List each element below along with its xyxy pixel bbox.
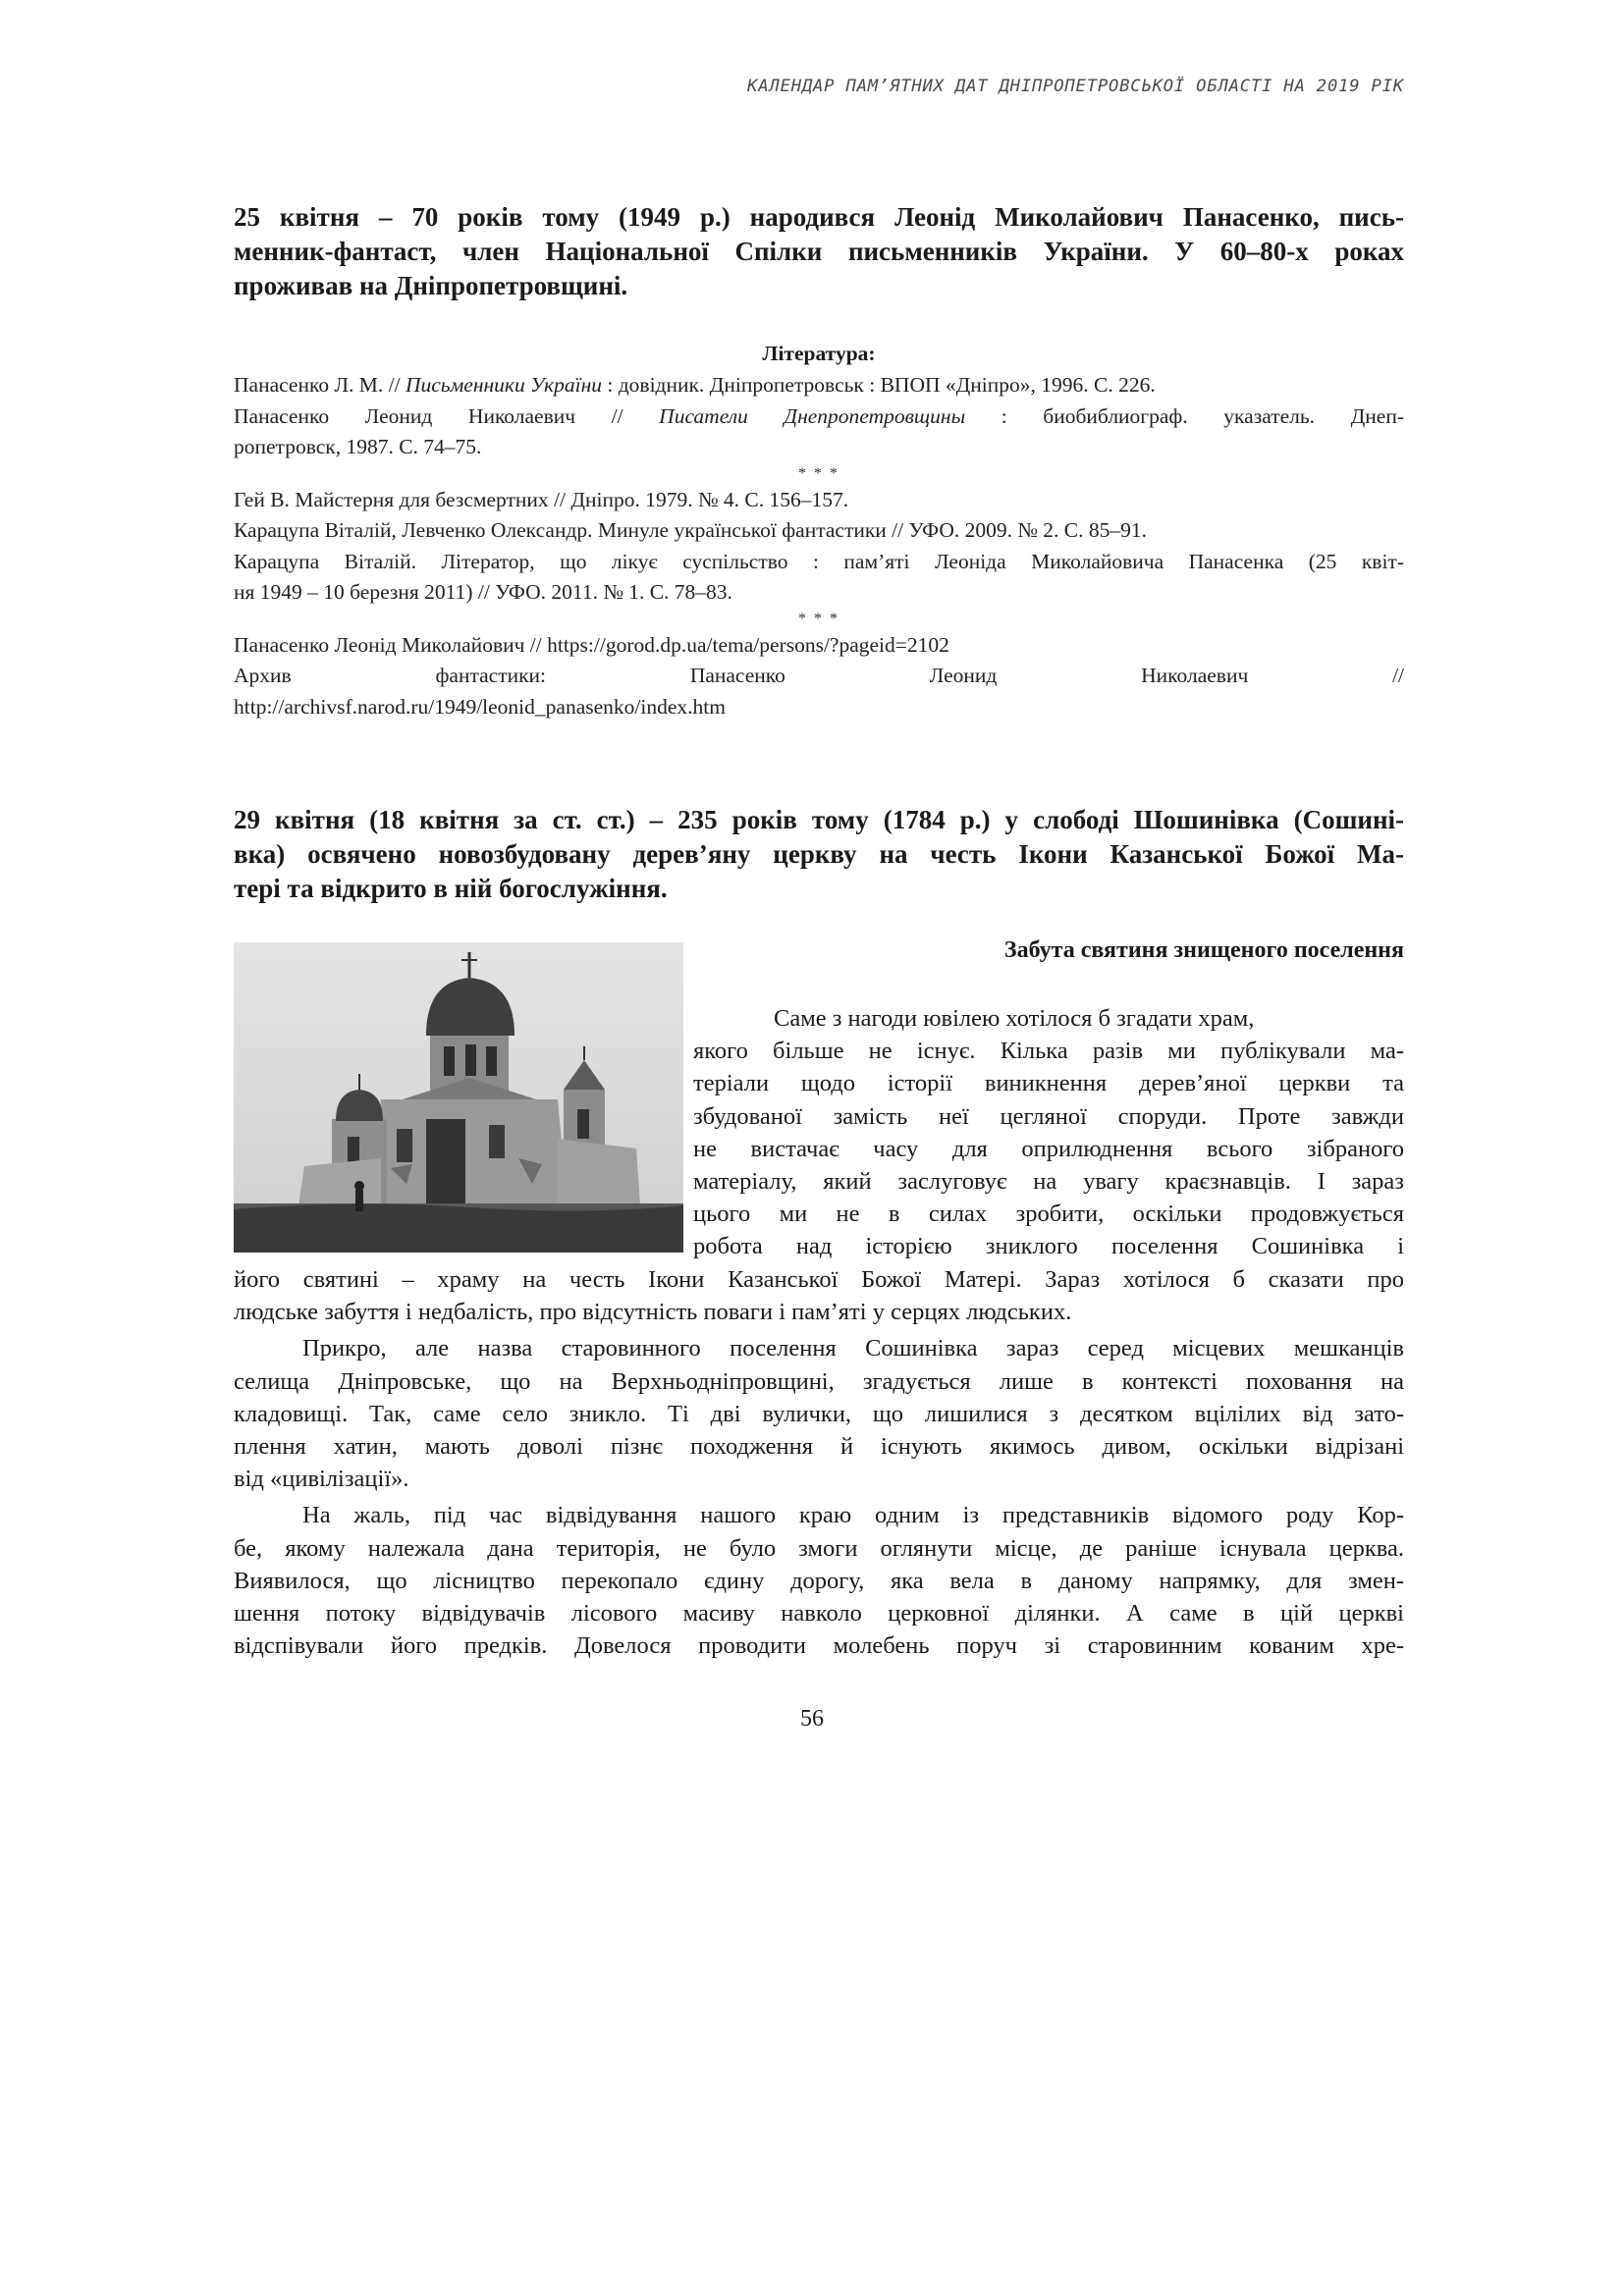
- bib-item: Панасенко Л. М. // Письменники України : довідник. Дніпропетровськ : ВПОП «Дніпро», 1996. С. 226.: [234, 373, 1156, 397]
- separator: * * *: [798, 464, 839, 482]
- bib-item: Карацупа Віталій. Літератор, що лікує суспільство : пам’яті Леоніда Миколайовича Панасенка (25 квіт-: [234, 549, 1404, 573]
- text-line: цього ми не в силах зробити, оскільки продовжується: [693, 1201, 1404, 1228]
- text-line: Виявилося, що лісництво перекопало єдину дорогу, яка вела в даному напрямку, для змен-: [234, 1567, 1404, 1594]
- bib-link: Панасенко Леонід Миколайович // https://gorod.dp.ua/tema/persons/?pageid=2102: [234, 632, 949, 657]
- page-number: 56: [800, 1706, 824, 1732]
- article-paragraph-3: [234, 1499, 1404, 1662]
- separator: * * *: [798, 610, 839, 627]
- article-title: Забута святиня знищеного поселення: [1003, 937, 1404, 963]
- heading-line: 25 квітня – 70 років тому (1949 р.) народився Леонід Миколайович Панасенко, пись-: [234, 202, 1404, 232]
- heading-line: тері та відкрито в ній богослужіння.: [234, 874, 668, 903]
- text-line: людське забуття і недбалість, про відсутність поваги і пам’яті у серцях людських.: [234, 1299, 1072, 1326]
- text-line: відспівували його предків. Довелося проводити молебень поруч зі старовинним кованим хре-: [234, 1632, 1404, 1660]
- bib-item-continuation: ропетровск, 1987. С. 74–75.: [234, 435, 482, 458]
- entry-1-heading: [234, 200, 1404, 303]
- bib-item-continuation: ня 1949 – 10 березня 2011) // УФО. 2011. № 1. С. 78–83.: [234, 580, 732, 604]
- bib-item: Архив фантастики: Панасенко Леонид Николаевич //: [234, 664, 1405, 687]
- literature-section: [234, 340, 1404, 722]
- bibliography-group-3: [234, 630, 1404, 723]
- text-line: кладовищі. Так, саме село зникло. Ті дві вулички, що лишилися з десятком вцілілих від зато-: [234, 1400, 1404, 1427]
- bib-item: Карацупа Віталій, Левченко Олександр. Минуле української фантастики // УФО. 2009. № 2. С. 85–91.: [234, 518, 1148, 542]
- text-line: бе, якому належала дана територія, не було змоги оглянути місце, де раніше існувала церква.: [234, 1534, 1404, 1562]
- text-line: шення потоку відвідувачів лісового масиву навколо церковної ділянки. А саме в цій церкві: [234, 1600, 1404, 1628]
- text-line: робота над історією зниклого поселення Сошинівка і: [693, 1233, 1404, 1260]
- bibliography-group-1: [234, 370, 1404, 463]
- text-line: На жаль, під час відвідування нашого краю одним із представників відомого роду Кор-: [302, 1502, 1404, 1529]
- text-line: матеріалу, який заслуговує на увагу краєзнавців. І зараз: [693, 1168, 1404, 1196]
- text-line: не вистачає часу для оприлюднення всього зібраного: [693, 1135, 1404, 1162]
- heading-line: проживав на Дніпропетровщині.: [234, 271, 628, 300]
- heading-line: менник-фантаст, член Національної Спілки письменників України. У 60–80-х роках: [234, 237, 1404, 266]
- article-paragraph-2: [234, 1332, 1404, 1495]
- running-header: КАЛЕНДАР ПАМ’ЯТНИХ ДАТ ДНІПРОПЕТРОВСЬКОЇ ОБЛАСТІ НА 2019 РІК: [747, 77, 1404, 96]
- entry-2-heading: [234, 803, 1404, 906]
- church-photo: [234, 942, 683, 1253]
- article-body: [234, 1263, 1404, 1662]
- text-line: збудованої замість неї цегляної споруди. Проте завжди: [693, 1102, 1404, 1130]
- article-paragraph-1-wrapped: [693, 1002, 1404, 1263]
- bib-item: Гей В. Майстерня для безсмертних // Дніпро. 1979. № 4. С. 156–157.: [234, 487, 849, 511]
- text-line: селища Дніпровське, що на Верхньодніпровщині, згадується лише в контексті поховання на: [234, 1367, 1404, 1395]
- text-line: Прикро, але назва старовинного поселення Сошинівка зараз серед місцевих мешканців: [302, 1335, 1404, 1362]
- heading-line: 29 квітня (18 квітня за ст. ст.) – 235 років тому (1784 р.) у слободі Шошинівка (Сошині-: [234, 805, 1404, 834]
- entry-1: [234, 200, 1404, 303]
- text-line: якого більше не існує. Кілька разів ми публікували ма-: [693, 1038, 1404, 1065]
- text-line: Саме з нагоди ювілею хотілося б згадати храм,: [774, 1005, 1255, 1032]
- text-line: від «цивілізації».: [234, 1466, 409, 1493]
- bib-item: Панасенко Леонид Николаевич // Писатели Днепропетровщины : биобиблиограф. указатель. Днеп-: [234, 403, 1404, 428]
- text-line: плення хатин, мають доволі пізнє походження й існують якимось дивом, оскільки відрізані: [234, 1433, 1404, 1461]
- heading-line: вка) освячено новозбудовану дерев’яну церкву на честь Ікони Казанської Божої Ма-: [234, 839, 1404, 869]
- entry-2: [234, 803, 1404, 906]
- text-line: теріали щодо історії виникнення дерев’яної церкви та: [693, 1070, 1404, 1097]
- bibliography-group-2: [234, 485, 1404, 609]
- text-line: його святині – храму на честь Ікони Казанської Божої Матері. Зараз хотілося б сказати про: [234, 1266, 1404, 1293]
- literature-title: Література:: [762, 342, 876, 365]
- article-paragraph-1: [234, 1263, 1404, 1328]
- bib-link: http://archivsf.narod.ru/1949/leonid_panasenko/index.htm: [234, 694, 726, 719]
